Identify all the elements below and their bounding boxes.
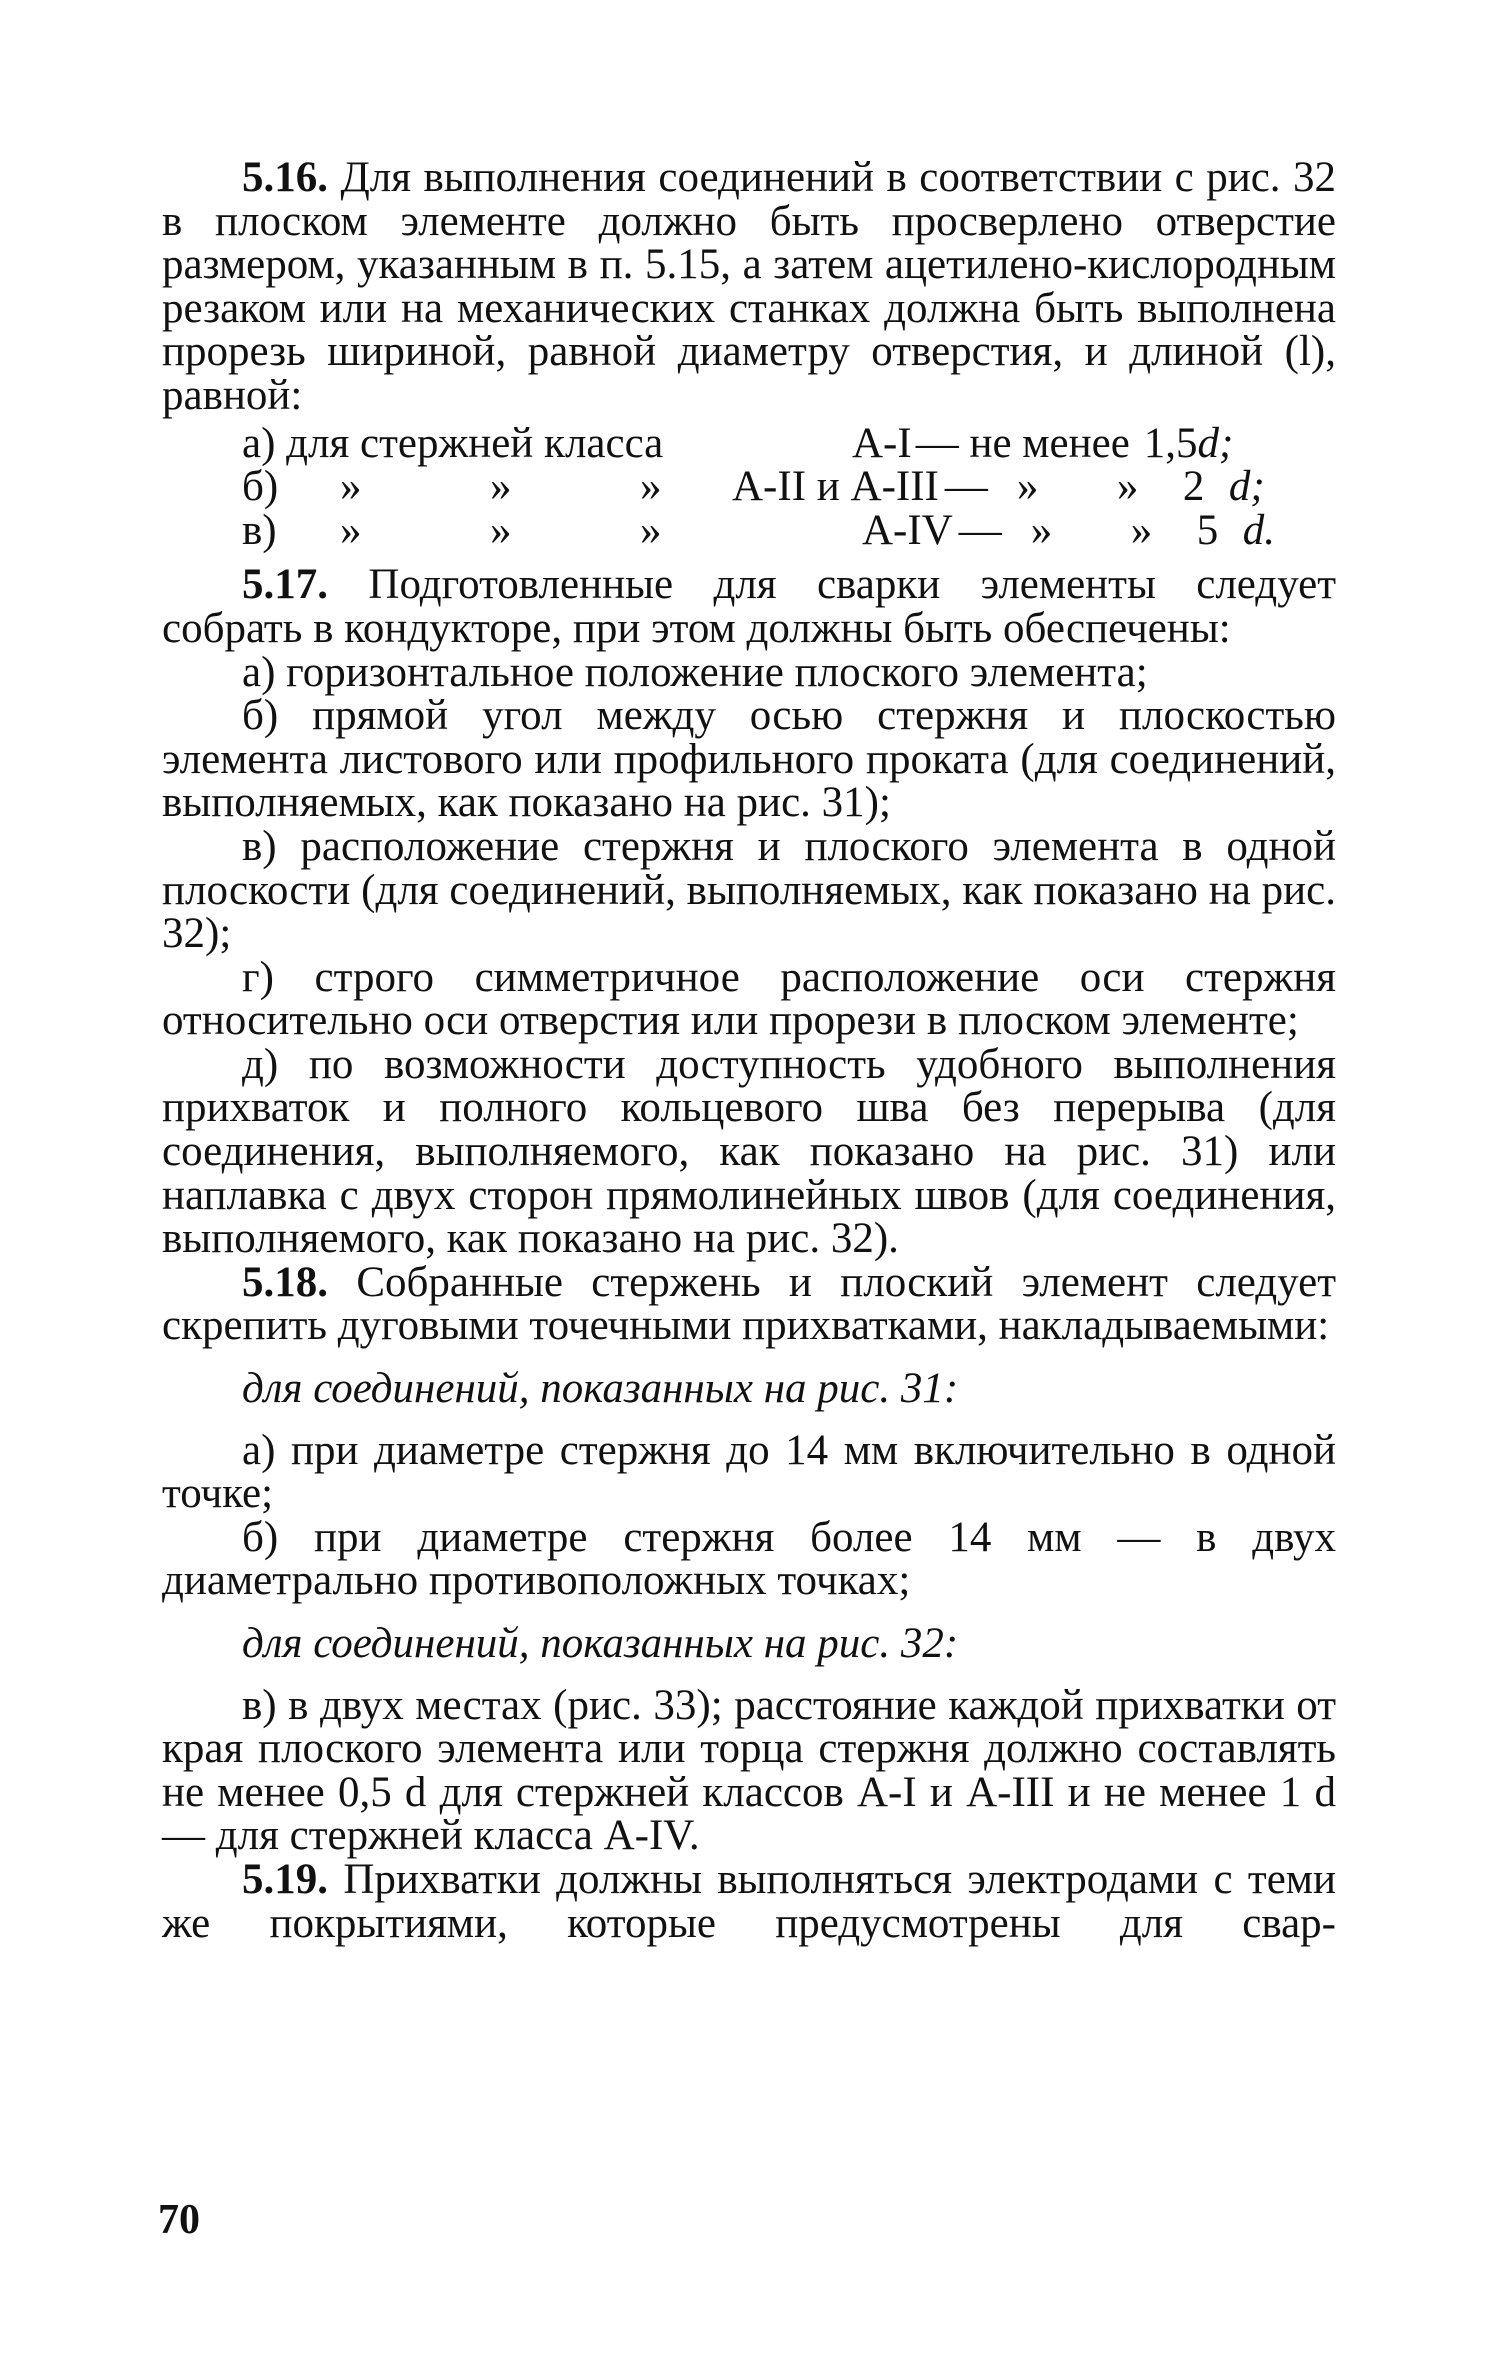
row-label: в) (242, 506, 277, 554)
list-item: б) при диаметре стержня более 14 мм — в двух диаметрально противоположных точках; (162, 1513, 1336, 1605)
ditto-mark: » (1130, 506, 1153, 554)
list-item: г) строго симметричное расположение оси стержня относительно оси отверстия или прорези в плоском элементе; (162, 953, 1336, 1045)
page-number: 70 (158, 2197, 200, 2243)
paragraph-5-18 (162, 1258, 1336, 1350)
limit-text: — (958, 506, 1002, 554)
paragraph-5-16 (162, 156, 1336, 418)
clause-number: 5.16. (242, 154, 328, 201)
paragraph-5-17 (162, 563, 1336, 650)
ditto-mark: » (1016, 463, 1039, 511)
ditto-mark: » (640, 506, 662, 554)
ditto-mark: » (340, 463, 362, 511)
paragraph-text: Для выполнения соединений в соответствии с рис. 32 в плоском элементе должно быть просверлено отверстие размером, указанным в п. 5.15, а затем ацетилено-кислородным резаком или на механических станках должна быть выполнена прорезь шириной, равной диаметру отверстия, и длиной (l), равной: (162, 154, 1337, 419)
class-value: А-IV (862, 506, 953, 554)
paragraph-text: Прихватки должны выполняться электродами с теми же покрытиями, которые предусмотрены для свар- (162, 1855, 1337, 1947)
limit-value: 2 (1182, 463, 1205, 511)
table-row (162, 465, 1336, 509)
paragraph-5-19 (162, 1855, 1337, 1947)
limit-unit: d. (1242, 506, 1275, 554)
ditto-mark: » (490, 506, 512, 554)
ditto-mark: » (640, 463, 662, 511)
table-row (162, 506, 1336, 554)
ditto-mark: » (1116, 463, 1139, 511)
row-label: а) для стержней класса (242, 419, 664, 467)
clause-number: 5.19. (242, 1855, 328, 1903)
subheading-fig-31: для соединений, показанных на рис. 31: (242, 1365, 959, 1413)
row-label: б) (242, 463, 279, 511)
ditto-mark: » (340, 506, 362, 554)
subheading-fig-32: для соединений, показанных на рис. 32: (242, 1620, 959, 1667)
class-value: А-I (852, 419, 912, 467)
clause-number: 5.17. (242, 561, 328, 609)
paragraph-text: Собранные стержень и плоский элемент следует скрепить дуговыми точечными прихватками, накладываемыми: (162, 1258, 1336, 1350)
class-value: А-II и А-III (732, 463, 939, 511)
limit-value: 5 (1196, 506, 1219, 554)
limit-unit: d; (1228, 463, 1265, 511)
list-item: в) в двух местах (рис. 33); расстояние каждой прихватки от края плоского элемента или торца стержня должно составлять не менее 0,5 d для стержней классов А-I и А-III и не менее 1 d — для стержней класса А-IV. (162, 1681, 1336, 1860)
list-item: а) горизонтальное положение плоского элемента; (242, 648, 1148, 696)
list-item: а) при диаметре стержня до 14 мм включительно в одной точке; (162, 1426, 1336, 1518)
paragraph-text: Подготовленные для сварки элементы следует собрать в кондукторе, при этом должны быть обеспечены: (162, 561, 1336, 652)
list-item: д) по возможности доступность удобного выполнения прихваток и полного кольцевого шва без перерыва (для соединения, выполняемого, как показано на рис. 31) или наплавка с двух сторон прямолинейных швов (для соединения, выполняемого, как показано на рис. 32). (162, 1040, 1336, 1263)
table-row (162, 419, 1336, 467)
list-item: б) прямой угол между осью стержня и плоскостью элемента листового или профильного проката (для соединений, выполняемых, как показано на рис. 31); (162, 692, 1336, 827)
limit-text: — не менее (915, 419, 1130, 467)
limit-unit: d; (1197, 419, 1234, 467)
ditto-mark: » (490, 463, 512, 511)
body-text (162, 156, 1336, 1945)
list-item: в) расположение стержня и плоского элемента в одной плоскости (для соединений, выполняемых, как показано на рис. 32); (162, 822, 1336, 958)
limit-value: 1,5 (1143, 419, 1198, 467)
ditto-mark: » (1030, 506, 1053, 554)
limit-text: — (944, 463, 988, 511)
clause-number: 5.18. (242, 1258, 328, 1306)
